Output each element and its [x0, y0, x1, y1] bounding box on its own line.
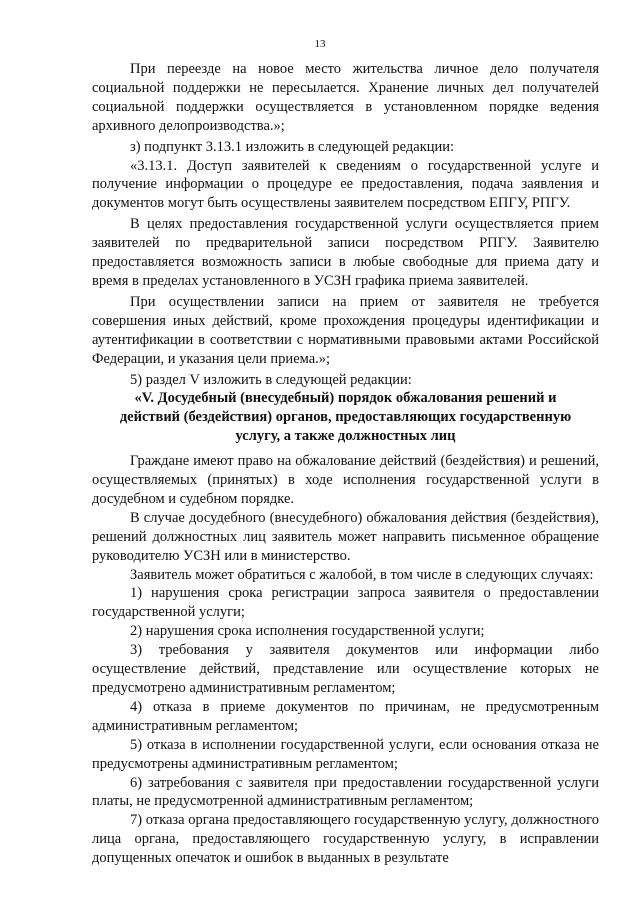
- section-heading: [92, 389, 599, 446]
- heading-line: действий (бездействия) органов, предоставляющих государственную: [119, 409, 572, 426]
- paragraph: Заявитель может обратиться с жалобой, в том числе в следующих случаях:: [130, 566, 594, 583]
- list-item: 5) отказа в исполнении государственной услуги, если основания отказа не предусмотрены административным регламентом;: [92, 736, 599, 772]
- paragraph: В случае досудебного (внесудебного) обжалования действия (бездействия), решений должностных лиц заявитель может направить письменное обращение руководителю УСЗН или в министерство.: [92, 509, 599, 564]
- paragraph: При осуществлении записи на прием от заявителя не требуется совершения иных действий, кроме прохождения процедуры идентификации и аутентификации в соответствии с нормативными правовыми актами Российской Федерации, и указания цели приема.»;: [92, 293, 599, 367]
- list-item: 6) затребования с заявителя при предоставлении государственной услуги платы, не предусмотренной административным регламентом;: [92, 774, 599, 810]
- paragraph: Граждане имеют право на обжалование действий (бездействия) и решений, осуществляемых (принятых) в ходе исполнения государственной услуги в досудебном и судебном порядке.: [92, 453, 599, 507]
- document-body: [92, 60, 599, 868]
- heading-line: услугу, а также должностных лиц: [235, 428, 456, 445]
- list-item: 7) отказа органа предоставляющего государственную услугу, должностного лица органа, предоставляющего государственную услугу, в исправлении допущенных опечаток и ошибок в выданных в результате: [92, 812, 599, 867]
- paragraph: В целях предоставления государственной услуги осуществляется прием заявителей по предварительной записи посредством РПГУ. Заявителю предоставляется возможность записи в любые свободные для приема дату и время в пределах установленного в УСЗН графика приема заявителей.: [92, 216, 599, 289]
- paragraph: При переезде на новое место жительства личное дело получателя социальной поддержки не пересылается. Хранение личных дел получателей социальной поддержки осуществляется в установленном порядке ведения архивного делопроизводства.»;: [92, 61, 599, 134]
- heading-line: «V. Досудебный (внесудебный) порядок обжалования решений и: [134, 390, 557, 407]
- list-item: 2) нарушения срока исполнения государственной услуги;: [130, 623, 485, 640]
- paragraph: «3.13.1. Доступ заявителей к сведениям о государственной услуге и получение информации о процедуре ее предоставления, подача заявления и документов могут быть осуществлены заявителем посредством ЕПГУ, РПГУ.: [92, 157, 599, 212]
- paragraph: 5) раздел V изложить в следующей редакции:: [130, 371, 412, 388]
- paragraph: з) подпункт 3.13.1 изложить в следующей редакции:: [130, 138, 455, 155]
- page-number: 13: [314, 38, 326, 50]
- list-item: 1) нарушения срока регистрации запроса заявителя о предоставлении государственной услуги;: [92, 585, 599, 621]
- list-item: 4) отказа в приеме документов по причинам, не предусмотренным административным регламентом;: [92, 698, 599, 734]
- list-item: 3) требования у заявителя документов или информации либо осуществление действий, представление или осуществление которых не предусмотрено административным регламентом;: [92, 642, 599, 696]
